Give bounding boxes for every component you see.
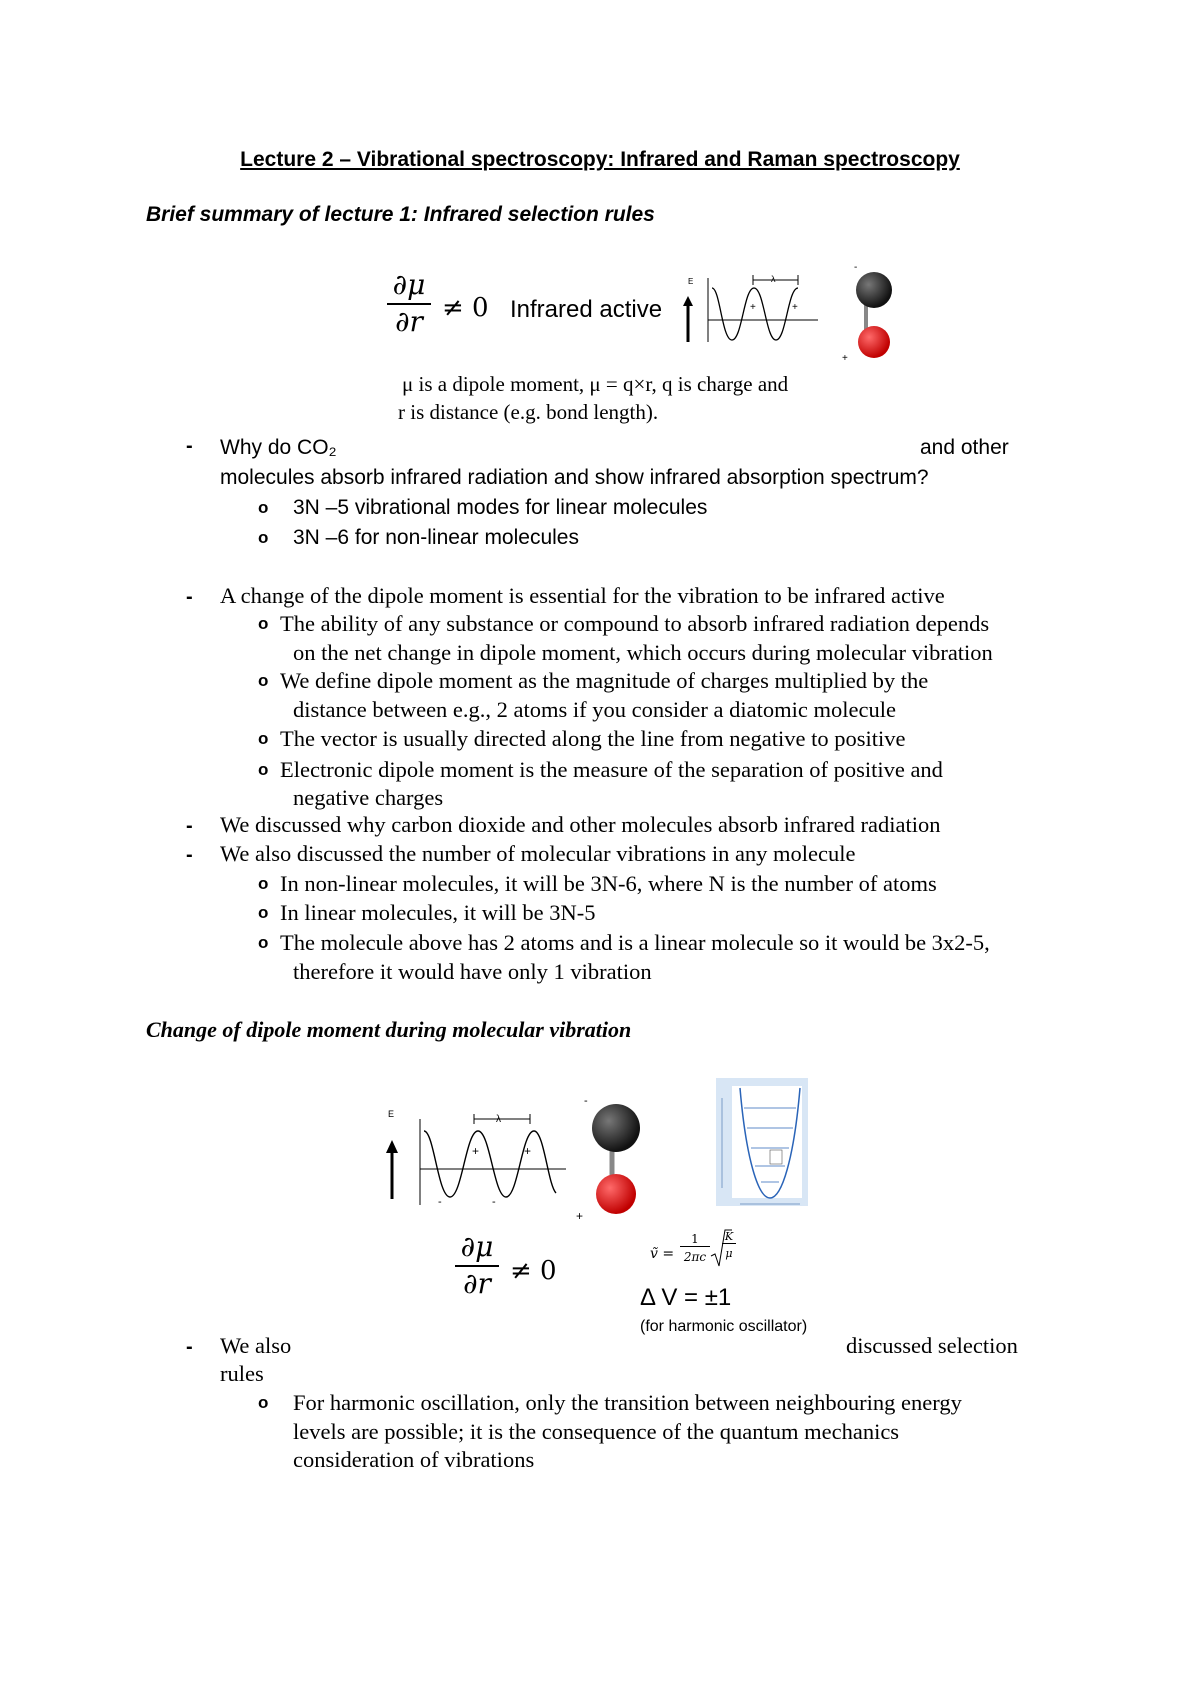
- bullet-marker: o: [258, 614, 269, 633]
- root-denominator: μ: [725, 1247, 733, 1260]
- page-title: Lecture 2 – Vibrational spectroscopy: Infrared and Raman spectroscopy: [240, 148, 960, 171]
- sub-ability-line2: on the net change in dipole moment, which occurs during molecular vibration: [293, 640, 993, 665]
- wavenumber-numerator: 1: [680, 1232, 710, 1247]
- e-field-arrowhead: [683, 296, 693, 306]
- dipole-caption-line2: r is distance (e.g. bond length).: [398, 400, 659, 424]
- sub-example-line2: therefore it would have only 1 vibration: [293, 959, 652, 984]
- bullet-marker: o: [258, 528, 269, 547]
- wave-curve: [712, 288, 798, 340]
- sub-vector: The vector is usually directed along the line from negative to positive: [280, 726, 906, 751]
- dash-marker: -: [186, 586, 193, 608]
- diagram-plot-area: [732, 1086, 802, 1198]
- bullet-marker: o: [258, 729, 269, 748]
- oxygen-atom: [858, 326, 890, 358]
- fraction-denominator: ∂r: [463, 1267, 491, 1300]
- dipole-caption-line1: μ is a dipole moment, μ = q×r, q is charge and: [402, 372, 789, 396]
- bullet-dipole-change: A change of the dipole moment is essential for the vibration to be infrared active: [220, 583, 945, 608]
- sub-linear: In linear molecules, it will be 3N-5: [280, 900, 596, 925]
- sub-electronic-line2: negative charges: [293, 785, 444, 810]
- vibrational-modes-nonlinear: 3N –6 for non-linear molecules: [293, 526, 579, 549]
- wave-curve: [424, 1131, 556, 1197]
- bullet-marker: o: [258, 933, 269, 952]
- wave-minus-1: -: [438, 1196, 442, 1208]
- sub-example-line1: The molecule above has 2 atoms and is a linear molecule so it would be 3x2-5,: [280, 930, 990, 955]
- minus-charge-label: -: [584, 1095, 588, 1107]
- sub-nonlinear: In non-linear molecules, it will be 3N-6, where N is the number of atoms: [280, 871, 937, 896]
- dash-marker: -: [186, 844, 193, 866]
- sub-define-line1: We define dipole moment as the magnitude of charges multiplied by the: [280, 668, 929, 693]
- minus-charge-label: -: [854, 262, 858, 273]
- wave-diagram-1: [678, 268, 828, 348]
- bullet-discussed-co2: We discussed why carbon dioxide and other molecules absorb infrared radiation: [220, 812, 941, 837]
- fraction-denominator: ∂r: [395, 305, 423, 338]
- wave-minus-2: -: [492, 1196, 496, 1208]
- harmonic-oscillator-note: (for harmonic oscillator): [640, 1318, 808, 1335]
- why-co2-text: Why do CO₂: [220, 436, 337, 459]
- we-also-text: We also: [220, 1333, 292, 1358]
- dash-marker: -: [186, 435, 193, 457]
- dipole-derivative-fraction: [378, 268, 440, 338]
- harmonic-transition-line1: For harmonic oscillation, only the transition between neighbouring energy: [293, 1390, 962, 1415]
- rules-text: rules: [220, 1361, 264, 1386]
- fraction-numerator: ∂μ: [455, 1230, 500, 1267]
- diatomic-molecule-1: [838, 262, 898, 362]
- root-numerator: K: [722, 1230, 736, 1244]
- carbon-atom: [592, 1104, 640, 1152]
- sub-ability-line1: The ability of any substance or compound to absorb infrared radiation depends: [280, 611, 990, 636]
- harmonic-transition-line3: consideration of vibrations: [293, 1447, 535, 1472]
- wave-plus-1: +: [472, 1144, 480, 1158]
- sub-define-line2: distance between e.g., 2 atoms if you consider a diatomic molecule: [293, 697, 896, 722]
- wave-e-label: E: [688, 277, 694, 286]
- delta-v-rule: Δ V = ±1: [640, 1284, 732, 1311]
- bullet-marker: o: [258, 874, 269, 893]
- discussed-selection-text: discussed selection: [846, 1333, 1018, 1358]
- infrared-active-label: Infrared active: [510, 296, 663, 323]
- why-line2-text: molecules absorb infrared radiation and show infrared absorption spectrum?: [220, 466, 929, 489]
- wave-lambda-label: λ: [496, 1114, 501, 1125]
- bullet-number-vibrations: We also discussed the number of molecular vibrations in any molecule: [220, 841, 856, 866]
- wavenumber-denominator: 2πc: [683, 1250, 707, 1264]
- wave-diagram-2: [380, 1105, 570, 1211]
- oxygen-atom: [596, 1174, 636, 1214]
- sub-electronic-line1: Electronic dipole moment is the measure of the separation of positive and: [280, 757, 943, 782]
- bullet-marker: o: [258, 903, 269, 922]
- not-equal-zero: ≠ 0: [442, 293, 489, 323]
- wave-plus-2: +: [792, 302, 798, 313]
- bullet-marker: o: [258, 671, 269, 690]
- e-field-arrowhead: [386, 1140, 398, 1153]
- section-heading-dipole-change: Change of dipole moment during molecular vibration: [146, 1017, 632, 1042]
- bullet-marker: o: [258, 760, 269, 779]
- wave-plus-1: +: [750, 302, 756, 313]
- wave-lambda-label: λ: [771, 274, 776, 284]
- plus-charge-label: +: [576, 1209, 584, 1222]
- bullet-marker: o: [258, 1393, 269, 1412]
- wave-e-label: E: [388, 1109, 395, 1119]
- dash-marker: -: [186, 815, 193, 837]
- plus-charge-label: +: [842, 353, 848, 362]
- wave-plus-2: +: [524, 1144, 532, 1158]
- harmonic-transition-line2: levels are possible; it is the consequence of the quantum mechanics: [293, 1419, 900, 1444]
- why-and-other-text: and other: [920, 436, 1009, 459]
- carbon-atom: [856, 272, 892, 308]
- wavenumber-lhs: ṽ =: [650, 1246, 675, 1262]
- diatomic-molecule-2: [572, 1092, 652, 1222]
- dipole-derivative-fraction-2: [446, 1230, 508, 1300]
- dash-marker: -: [186, 1336, 193, 1358]
- vibrational-modes-linear: 3N –5 vibrational modes for linear molecules: [293, 496, 708, 519]
- bullet-marker: o: [258, 498, 269, 517]
- not-equal-zero-2: ≠ 0: [510, 1256, 557, 1286]
- harmonic-potential-diagram: [700, 1078, 810, 1214]
- section-heading-selection-rules: Brief summary of lecture 1: Infrared selection rules: [146, 203, 655, 226]
- fraction-numerator: ∂μ: [387, 268, 432, 305]
